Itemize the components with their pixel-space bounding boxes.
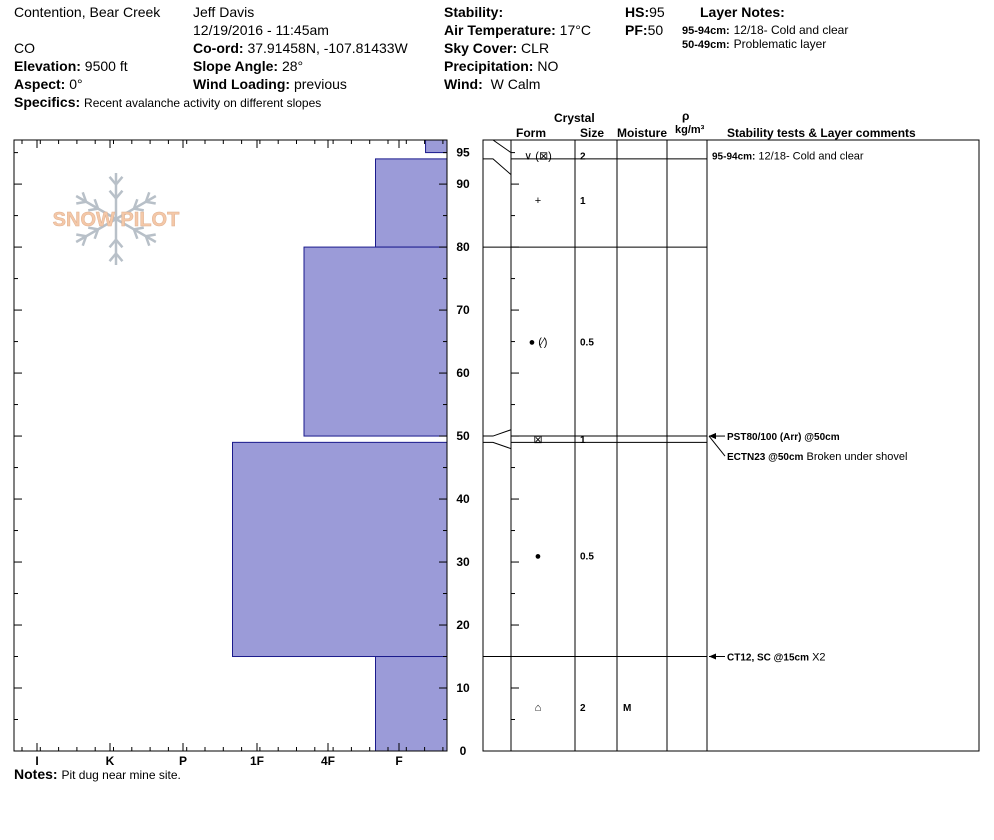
comment-text: Broken under shovel <box>803 451 908 464</box>
layer-note-text: Problematic layer <box>733 37 827 51</box>
crystal-size: 0.5 <box>580 551 594 563</box>
comment-bold: CT12, SC @15cm <box>727 652 810 664</box>
crystal-size: 1 <box>580 195 586 207</box>
comment <box>727 652 826 664</box>
depth-tick-label: 40 <box>456 492 470 507</box>
hardness-tick-label: F <box>395 754 403 768</box>
slope-value: 28° <box>281 58 304 74</box>
precip-value: NO <box>537 58 559 74</box>
size-header: Size <box>580 126 605 140</box>
sky-value: CLR <box>521 40 550 56</box>
comment-bold: ECTN23 @50cm <box>727 452 804 464</box>
observer: Jeff Davis <box>193 4 255 20</box>
depth-tick-label: 95 <box>456 145 470 160</box>
hardness-bar <box>376 657 448 751</box>
pf-label: PF: <box>625 22 648 38</box>
crystal-size: 2 <box>580 702 586 714</box>
layer-connector <box>483 140 511 153</box>
sky-label: Sky Cover: <box>444 40 518 56</box>
crystal-form: ∨ (⊠) <box>524 150 552 163</box>
elevation-value: 9500 ft <box>84 58 128 74</box>
arrow-icon <box>709 654 716 660</box>
depth-tick-label: 70 <box>456 303 470 318</box>
crystal-form: + <box>534 194 542 207</box>
layer-note-text: 12/18- Cold and clear <box>733 23 849 37</box>
notes-value: Pit dug near mine site. <box>61 768 181 782</box>
depth-tick-label: 30 <box>456 555 470 570</box>
logo-text: SNOW PILOT <box>52 209 180 231</box>
hardness-bar <box>376 159 448 247</box>
moisture-header: Moisture <box>617 126 668 140</box>
hs-label: HS: <box>625 4 650 20</box>
layer-notes-label: Layer Notes: <box>700 4 785 20</box>
air-temp-label: Air Temperature: <box>444 22 556 38</box>
depth-tick-label: 0 <box>459 744 467 758</box>
precip-label: Precipitation: <box>444 58 534 74</box>
coord-label: Co-ord: <box>193 40 244 56</box>
depth-tick-label: 60 <box>456 366 470 381</box>
layer-note-range: 95-94cm: <box>682 25 730 37</box>
aspect-label: Aspect: <box>14 76 66 92</box>
slope-label: Slope Angle: <box>193 58 279 74</box>
hs-value: 95 <box>649 4 665 20</box>
notes-label: Notes: <box>14 766 58 782</box>
comment-bold: PST80/100 (Arr) @50cm <box>727 432 840 444</box>
comment-leader <box>709 436 725 456</box>
stability-label: Stability: <box>444 4 504 20</box>
wind-loading-label: Wind Loading: <box>193 76 291 92</box>
crystal-size: 2 <box>580 151 586 163</box>
wind-loading-value: previous <box>293 76 347 92</box>
crystal-size: 0.5 <box>580 337 594 349</box>
hardness-tick-label: 1F <box>249 754 265 768</box>
comment <box>712 151 864 163</box>
state: CO <box>14 40 35 56</box>
depth-tick-label: 20 <box>456 618 470 633</box>
crystal-header: Crystal <box>554 111 595 125</box>
wind-value: W Calm <box>490 76 541 92</box>
location: Contention, Bear Creek <box>14 4 161 20</box>
wind-label: Wind: <box>444 76 483 92</box>
crystal-size: 1 <box>580 435 586 447</box>
stability-header: Stability tests & Layer comments <box>727 126 916 140</box>
air-temp-value: 17°C <box>559 22 591 38</box>
hardness-bar <box>304 247 447 436</box>
aspect-value: 0° <box>69 76 83 92</box>
hardness-tick-label: 4F <box>320 754 336 768</box>
snowflake-logo <box>53 173 180 265</box>
hardness-tick-label: P <box>178 754 188 768</box>
layer-connector <box>483 430 511 436</box>
hardness-bar <box>233 442 448 656</box>
comment-bold: 95-94cm: <box>712 151 756 163</box>
comment <box>727 451 907 463</box>
depth-tick-label: 90 <box>456 177 470 192</box>
hardness-tick-label: K <box>105 754 115 768</box>
layer-connector <box>483 442 511 448</box>
hardness-bar <box>426 140 447 153</box>
crystal-moisture: M <box>623 702 632 714</box>
specifics-value: Recent avalanche activity on different slopes <box>84 96 322 110</box>
layer-note-range: 50-49cm: <box>682 39 730 51</box>
elevation-label: Elevation: <box>14 58 81 74</box>
pf-value: 50 <box>647 22 664 38</box>
coord-value: 37.91458N, -107.81433W <box>247 40 408 56</box>
density-unit-header: kg/m³ <box>675 124 705 136</box>
form-header: Form <box>516 126 546 140</box>
specifics-label: Specifics: <box>14 94 81 110</box>
comment-text: X2 <box>809 651 826 664</box>
hardness-tick-label: I <box>35 754 39 768</box>
depth-tick-label: 50 <box>456 429 470 444</box>
crystal-form: ● (⁄) <box>528 336 548 349</box>
crystal-form: ⌂ <box>534 701 542 714</box>
rho-header: ρ <box>682 109 690 123</box>
crystal-form: ⊠ <box>533 434 543 447</box>
datetime: 12/19/2016 - 11:45am <box>193 22 329 38</box>
depth-tick-label: 10 <box>456 681 470 696</box>
comment-text: 12/18- Cold and clear <box>755 150 864 163</box>
layer-connector <box>483 159 511 175</box>
depth-tick-label: 80 <box>456 240 470 255</box>
crystal-form: ● <box>534 550 542 563</box>
comment <box>727 432 840 443</box>
